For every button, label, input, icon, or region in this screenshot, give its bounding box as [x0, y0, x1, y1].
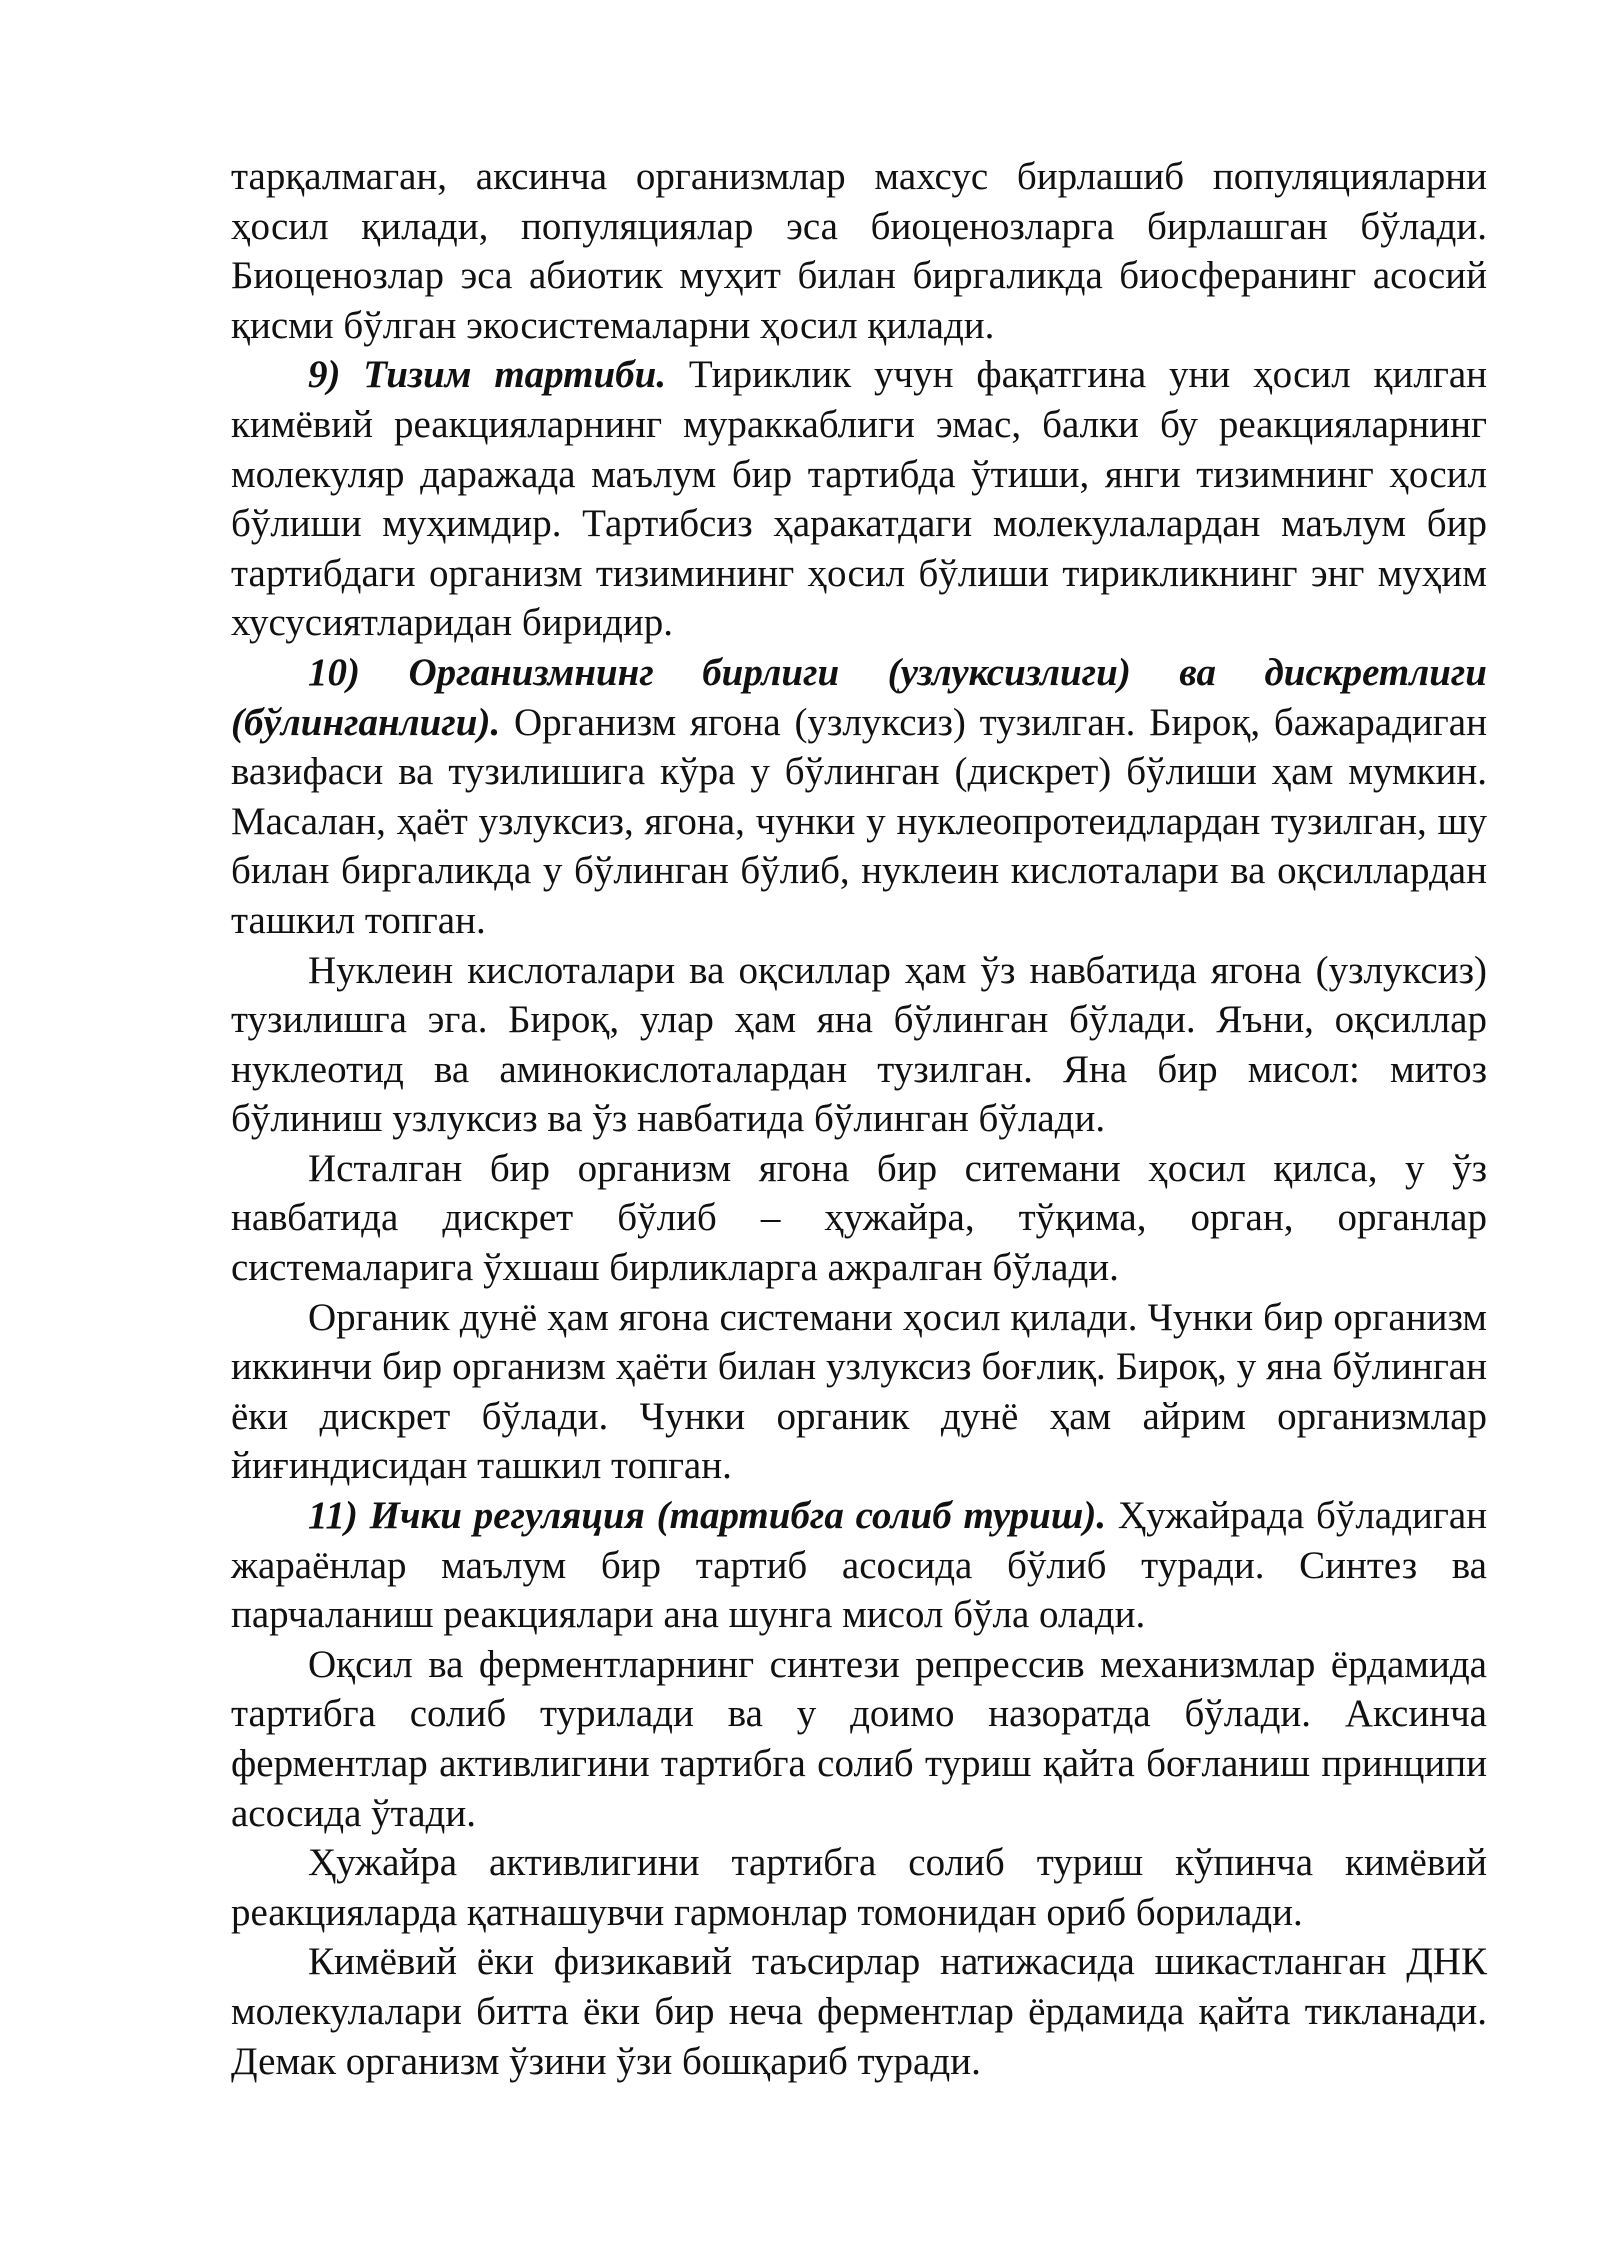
- paragraph-text: Исталган бир организм ягона бир ситемани ҳосил қилса, у ўз навбатида дискрет бўлиб – ҳужайра, тўқима, орган, органлар системаларига ўхшаш бирликларга ажралган бўлади.: [231, 1146, 1487, 1290]
- paragraph-organism-system: [231, 1144, 1487, 1293]
- paragraph-text: Тириклик учун фақатгина уни ҳосил қилган кимёвий реакцияларнинг мураккаблиги эмас, балки бу реакцияларнинг молекуляр даражада маълум бир тартибда ўтиши, янги тизимнинг ҳосил бўлиши муҳимдир. Тартибсиз ҳаракатдаги молекулалардан маълум бир тартибдаги организм тизимининг ҳосил бўлиши тирикликнинг энг муҳим хусусиятларидан биридир.: [231, 353, 1487, 645]
- paragraph-text: тарқалмаган, аксинча организмлар махсус бирлашиб популяцияларни ҳосил қилади, популяциялар эса биоценозларга бирлашган бўлади. Биоценозлар эса абиотик муҳит билан биргаликда биосферанинг асосий қисми бўлган экосистемаларни ҳосил қилади.: [231, 155, 1487, 347]
- paragraph-text: Ҳужайрада бўладиган жараёнлар маълум бир тартиб асосида бўлиб туради. Синтез ва парчаланиш реакциялари ана шунга мисол бўла олади.: [231, 1494, 1487, 1637]
- paragraph-text: Органик дунё ҳам ягона системани ҳосил қилади. Чунки бир организм иккинчи бир организм ҳаёти билан узлуксиз боғлиқ. Бироқ, у яна бўлинган ёки дискрет бўлади. Чунки органик дунё ҳам айрим организмлар йиғиндисидан ташкил топган.: [231, 1295, 1487, 1488]
- paragraph-text: Кимёвий ёки физикавий таъсирлар натижасида шикастланган ДНК молекулалари битта ёки бир неча ферментлар ёрдамида қайта тикланади. Демак организм ўзини ўзи бошқариб туради.: [231, 1940, 1487, 2083]
- document-page: [231, 152, 1487, 2086]
- paragraph-cell-activity: [231, 1838, 1487, 1937]
- paragraph-system-order: [231, 350, 1487, 648]
- paragraph-unity-discreteness: [231, 648, 1487, 946]
- paragraph-dna-repair: [231, 1937, 1487, 2086]
- paragraph-internal-regulation: [231, 1491, 1487, 1640]
- section-heading-10: 10) Организмнинг бирлиги (узлуксизлиги) ва дискретлиги (бўлинганлиги).: [231, 650, 1487, 744]
- paragraph-text: Организм ягона (узлуксиз) тузилган. Бироқ, бажарадиган вазифаси ва тузилишига кўра у бўлинган (дискрет) бўлиши ҳам мумкин. Масалан, ҳаёт узлуксиз, ягона, чунки у нуклеопротеидлардан тузилган, шу билан биргаликда у бўлинган бўлиб, нуклеин кислоталари ва оқсиллардан ташкил топган.: [231, 700, 1487, 942]
- section-heading-9: 9) Тизим тартиби.: [308, 353, 667, 397]
- paragraph-continuation: [231, 152, 1487, 350]
- paragraph-text: Оқсил ва ферментларнинг синтези репрессив механизмлар ёрдамида тартибга солиб турилади ва у доимо назоратда бўлади. Аксинча ферментлар активлигини тартибга солиб туриш қайта боғланиш принципи асосида ўтади.: [231, 1642, 1487, 1835]
- paragraph-text: Нуклеин кислоталари ва оқсиллар ҳам ўз навбатида ягона (узлуксиз) тузилишга эга. Бироқ, улар ҳам яна бўлинган бўлади. Яъни, оқсиллар нуклеотид ва аминокислоталардан тузилган. Яна бир мисол: митоз бўлиниш узлуксиз ва ўз навбатида бўлинган бўлади.: [231, 948, 1487, 1141]
- paragraph-text: Ҳужайра активлигини тартибга солиб туриш кўпинча кимёвий реакцияларда қатнашувчи гармонлар томонидан ориб борилади.: [231, 1841, 1487, 1934]
- paragraph-protein-synthesis: [231, 1640, 1487, 1838]
- paragraph-nucleic-acids: [231, 946, 1487, 1144]
- section-heading-11: 11) Ички регуляция (тартибга солиб туриш).: [308, 1494, 1107, 1538]
- paragraph-organic-world: [231, 1293, 1487, 1491]
